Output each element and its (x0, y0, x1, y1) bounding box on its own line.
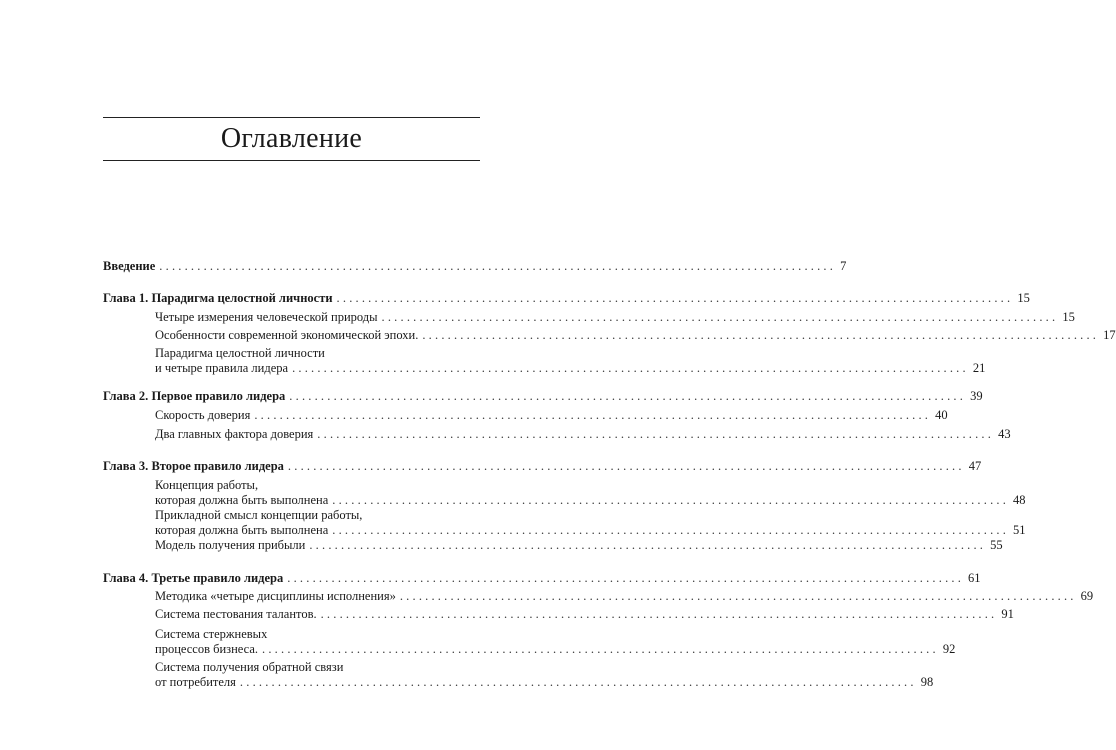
page-number: 43 (998, 427, 1011, 441)
toc-section[interactable] (155, 589, 1094, 604)
toc-entry-title: Введение (103, 259, 156, 273)
section-title-line1: Система получения обратной связи (155, 660, 344, 674)
leader-dots: ........................................................................................................... (399, 589, 1077, 603)
page-number: 15 (1062, 310, 1075, 324)
leader-dots: ........................................................................................................... (320, 607, 998, 621)
section-title: Скорость доверия (155, 408, 251, 422)
section-title: от потребителя (155, 675, 236, 689)
leader-dots: ........................................................................................................... (287, 459, 965, 473)
section-title: Методика «четыре дисциплины исполнения» (155, 589, 396, 603)
toc-section[interactable] (155, 607, 1014, 622)
leader-dots: ........................................................................................................... (262, 642, 939, 656)
toc-section[interactable] (155, 478, 1026, 508)
leader-dots: ........................................................................................................... (332, 493, 1010, 507)
leader-dots: ........................................................................................................... (309, 538, 987, 552)
section-title-line1: Концепция работы, (155, 478, 259, 492)
chapter-title: Парадигма целостной личности (151, 291, 333, 305)
toc-section[interactable] (155, 660, 934, 690)
leader-dots: ........................................................................................................... (317, 427, 995, 441)
page-number: 39 (970, 389, 983, 403)
page-number: 55 (990, 538, 1003, 552)
leader-dots: ........................................................................................................... (336, 291, 1014, 305)
chapter-label: Глава 3. (103, 459, 149, 473)
page-number: 69 (1080, 589, 1094, 603)
page-number: 21 (972, 361, 986, 375)
page-number: 7 (840, 259, 847, 273)
page-number: 40 (935, 408, 948, 422)
page-number: 92 (942, 642, 956, 656)
toc-section[interactable] (155, 346, 986, 376)
section-title: Модель получения прибыли (155, 538, 306, 552)
page-number: 91 (1001, 607, 1014, 621)
section-title: Особенности современной экономической эпохи. (155, 328, 419, 342)
table-of-contents (103, 0, 1116, 750)
chapter-title: Первое правило лидера (151, 389, 286, 403)
leader-dots: ........................................................................................................... (292, 361, 969, 375)
toc-section[interactable] (155, 508, 1026, 538)
page-number: 47 (968, 459, 982, 473)
toc-chapter-1[interactable] (103, 291, 1030, 306)
toc-section[interactable] (155, 427, 1011, 442)
toc-section[interactable] (155, 627, 956, 657)
section-title: процессов бизнеса. (155, 642, 259, 656)
section-title: Два главных фактора доверия (155, 427, 314, 441)
chapter-title: Третье правило лидера (151, 571, 284, 585)
section-title: которая должна быть выполнена (155, 523, 329, 537)
toc-section[interactable] (155, 328, 1116, 343)
leader-dots: ........................................................................................................... (287, 571, 965, 585)
section-title: Система пестования талантов. (155, 607, 317, 621)
section-title: и четыре правила лидера (155, 361, 289, 375)
page-number: 17 (1103, 328, 1116, 342)
toc-section[interactable] (155, 538, 1003, 553)
leader-dots: ........................................................................................................... (381, 310, 1059, 324)
chapter-label: Глава 2. (103, 389, 149, 403)
chapter-title: Второе правило лидера (151, 459, 284, 473)
section-title-line1: Парадигма целостной личности (155, 346, 325, 360)
page-number: 51 (1013, 523, 1026, 537)
page-number: 15 (1017, 291, 1030, 305)
toc-chapter-4[interactable] (103, 571, 981, 586)
leader-dots: ........................................................................................................... (422, 328, 1100, 342)
page-title: Оглавление (220, 123, 363, 154)
section-title: которая должна быть выполнена (155, 493, 329, 507)
toc-chapter-3[interactable] (103, 459, 982, 474)
chapter-label: Глава 4. (103, 571, 149, 585)
leader-dots: ........................................................................................................... (332, 523, 1010, 537)
section-title: Четыре измерения человеческой природы (155, 310, 378, 324)
toc-entry-intro[interactable] (103, 259, 847, 274)
toc-chapter-2[interactable] (103, 389, 983, 404)
toc-section[interactable] (155, 408, 948, 423)
leader-dots: ........................................................................................................... (289, 389, 967, 403)
section-title-line1: Прикладной смысл концепции работы, (155, 508, 363, 522)
chapter-label: Глава 1. (103, 291, 149, 305)
page-number: 98 (920, 675, 934, 689)
leader-dots: ........................................................................................................... (159, 259, 837, 273)
section-title-line1: Система стержневых (155, 627, 268, 641)
leader-dots: ........................................................................................................... (254, 408, 932, 422)
toc-section[interactable] (155, 310, 1075, 325)
leader-dots: ........................................................................................................... (239, 675, 917, 689)
page-number: 61 (968, 571, 981, 585)
page-number: 48 (1013, 493, 1026, 507)
